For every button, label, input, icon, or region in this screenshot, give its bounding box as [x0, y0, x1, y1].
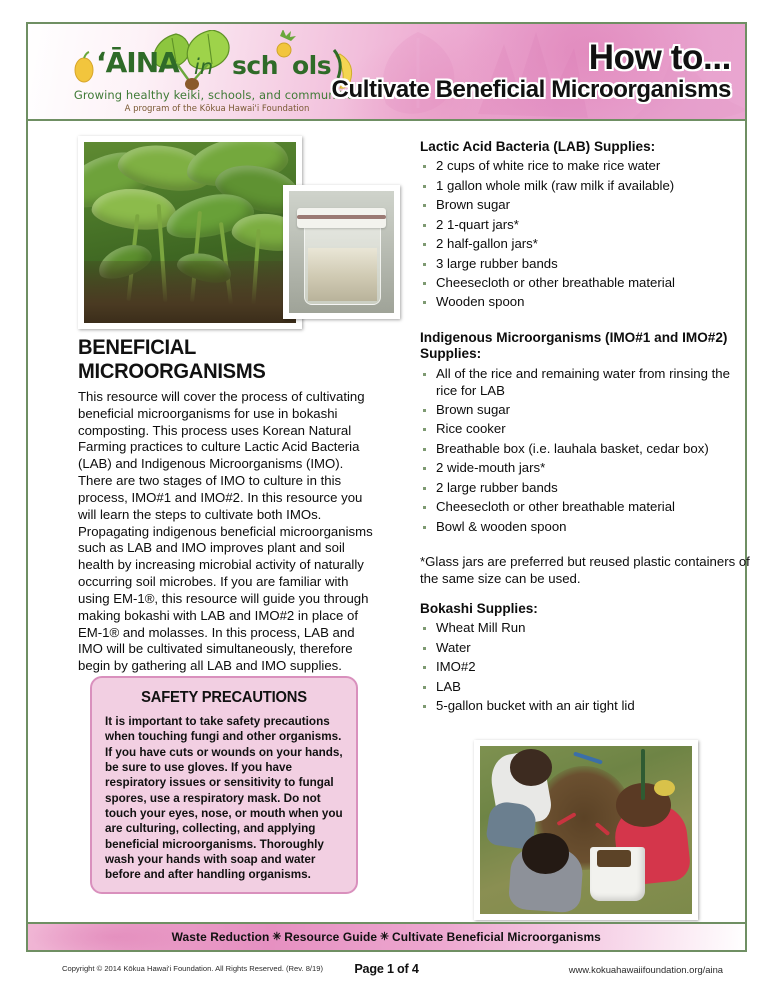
list-item: Wheat Mill Run: [420, 620, 750, 637]
lab-supplies-list: [420, 158, 750, 311]
list-item: Rice cooker: [420, 421, 750, 438]
left-column: [78, 336, 378, 675]
right-column: [420, 139, 750, 718]
page-number: Page 1 of 4: [354, 962, 419, 976]
list-item: 1 gallon whole milk (raw milk if available): [420, 178, 750, 195]
page-title-line1: How to...: [588, 38, 731, 77]
list-item: Water: [420, 640, 750, 657]
list-item: 2 large rubber bands: [420, 480, 750, 497]
svg-text:ols: ols: [292, 51, 332, 80]
list-item: 2 wide-mouth jars*: [420, 460, 750, 477]
section-title: BENEFICIAL MICROORGANISMS: [78, 336, 266, 383]
logo-tagline: Growing healthy keiki, schools, and communities: [73, 88, 361, 102]
safety-body-text: It is important to take safety precautions when touching fungi and other organisms. If you have cuts or wounds on your hands, be sure to use gloves. If you have respiratory issues or sensitivity to fungal spores, use a respiratory mask. Do not touch your eyes, nose, or mouth when you are culturing, collecting, and applying beneficial microorganisms. Thoroughly wash your hands with soap and water before and after handling organisms.: [105, 715, 343, 882]
list-item: 2 cups of white rice to make rice water: [420, 158, 750, 175]
aina-in-schools-logo: [72, 30, 362, 120]
page-title-line2: Cultivate Beneficial Microorganisms: [331, 76, 731, 104]
list-item: 2 half-gallon jars*: [420, 236, 750, 253]
svg-text:in: in: [194, 55, 214, 79]
safety-title: SAFETY PRECAUTIONS: [141, 689, 307, 706]
footer-strip-part2: Resource Guide: [284, 930, 378, 944]
footer-star-icon-2: ✳: [380, 931, 390, 943]
list-item: 5-gallon bucket with an air tight lid: [420, 698, 750, 715]
glass-jar-note: *Glass jars are preferred but reused plastic containers of the same size can be used.: [420, 554, 750, 587]
bokashi-supplies-list: [420, 620, 750, 715]
page-content: [28, 121, 750, 927]
logo-wordmark-icon: [72, 30, 362, 92]
svg-text:sch: sch: [232, 51, 278, 80]
taro-kalo-photo: [78, 136, 302, 329]
footer-strip-text: [172, 930, 601, 944]
list-item: Wooden spoon: [420, 294, 750, 311]
list-item: Brown sugar: [420, 197, 750, 214]
list-item: All of the rice and remaining water from rinsing the rice for LAB: [420, 366, 750, 400]
footer-star-icon: ✳: [272, 931, 282, 943]
list-item: 3 large rubber bands: [420, 256, 750, 273]
svg-text:ʻĀINA: ʻĀINA: [96, 46, 179, 79]
list-item: Bowl & wooden spoon: [420, 519, 750, 536]
footer-strip-part3: Cultivate Beneficial Microorganisms: [392, 930, 602, 944]
list-item: LAB: [420, 679, 750, 696]
safety-precautions-box: [90, 676, 358, 894]
bokashi-supplies-heading: Bokashi Supplies:: [420, 601, 538, 617]
list-item: IMO#2: [420, 659, 750, 676]
lab-supplies-heading: Lactic Acid Bacteria (LAB) Supplies:: [420, 139, 656, 154]
copyright-text: Copyright © 2014 Kōkua Hawai'i Foundation. All Rights Reserved. (Rev. 8/19): [62, 964, 324, 973]
page-title: [332, 40, 731, 103]
header-banner: [28, 24, 745, 121]
logo-program-line: A program of the Kōkua Hawai'i Foundation: [124, 104, 310, 114]
list-item: Breathable box (i.e. lauhala basket, cedar box): [420, 441, 750, 458]
section-body-text: This resource will cover the process of cultivating beneficial microorganisms for use in bokashi composting. This process uses Korean Natural Farming practices to culture Lactic Acid Bacteria (LAB) and Indigenous Microorganisms (IMO). There are two stages of IMO to culture in this process, IMO#1 and IMO#2. In this resource you will learn the steps to cultivate both IMOs. Propagating indigenous beneficial microorganisms such as LAB and IMO improves plant and soil health by increasing microbial activity of naturally occurring soil microbes. If you are familiar with using EM-1®, this resource will guide you through making bokashi with LAB and IMO#2 in place of EM-1® and molasses. In this process, LAB and IMO will be cultivated simultaneously, therefore begin by gathering all LAB and IMO supplies.: [78, 389, 373, 674]
students-gardening-photo: [474, 740, 698, 920]
list-item: 2 1-quart jars*: [420, 217, 750, 234]
footer-strip-part1: Waste Reduction: [171, 930, 270, 944]
list-item: Brown sugar: [420, 402, 750, 419]
list-item: Cheesecloth or other breathable material: [420, 275, 750, 292]
website-url[interactable]: www.kokuahawaiifoundation.org/aina: [568, 964, 723, 975]
list-item: Cheesecloth or other breathable material: [420, 499, 750, 516]
footer-strip: [28, 922, 745, 950]
imo-supplies-heading: Indigenous Microorganisms (IMO#1 and IMO#2) Supplies:: [420, 329, 728, 362]
imo-supplies-list: [420, 366, 750, 536]
fermentation-jar-photo: [283, 185, 400, 319]
page-frame: [26, 22, 750, 952]
page-footer: [26, 962, 747, 982]
